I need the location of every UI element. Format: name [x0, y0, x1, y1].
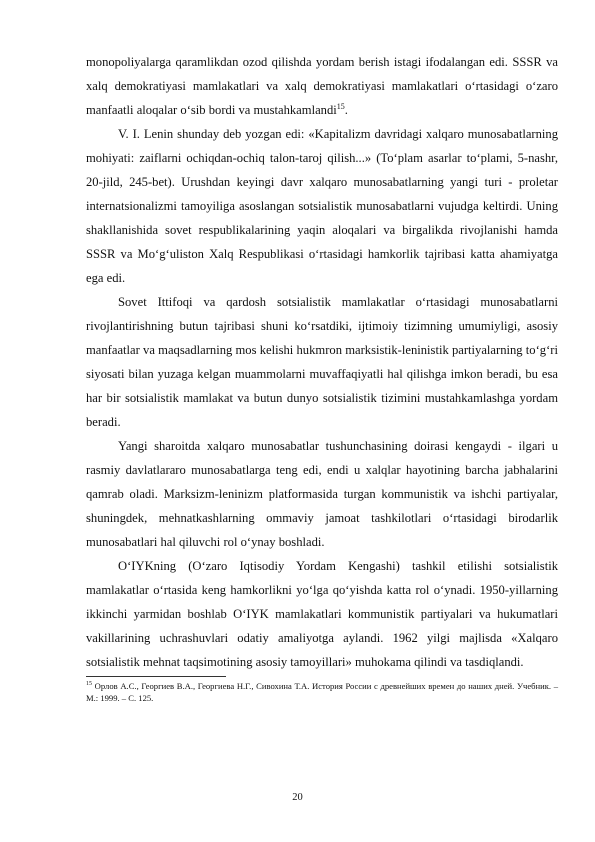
- paragraph-5: O‘IYKning (O‘zaro Iqtisodiy Yordam Kengashi) tashkil etilishi sotsialistik mamlakatlar o‘rtasida keng hamkorlikni yo‘lga qo‘yishda katta rol o‘ynadi. 1950-yillarning ikkinchi yarmidan boshlab O‘IYK mamlakatlari kommunistik partiyalari va hukumatlari vakillarining uchrashuvlari odatiy amaliyotga aylandi. 1962 yilgi majlisda «Xalqaro sotsialistik mehnat taqsimotining asosiy tamoyillari» muhokama qilindi va tasdiqlandi.: [86, 559, 558, 669]
- paragraph-3: Sovet Ittifoqi va qardosh sotsialistik mamlakatlar o‘rtasidagi munosabatlarni rivojlantirishning butun tajribasi shuni ko‘rsatdiki, ijtimoiy tizimning umumiyligi, asosiy manfaatlar va maqsadlarning mos kelishi hukmron marksistik-leninistik partiyalarning to‘g‘ri siyosati bilan yuzaga kelgan muammolarni muvaffaqiyatli hal qilishga imkon beradi, bu esa har bir sotsialistik mamlakat va butun dunyo sotsialistik tizimini mustahkamlashga yordam beradi.: [86, 295, 558, 429]
- paragraph-4: Yangi sharoitda xalqaro munosabatlar tushunchasining doirasi kengaydi - ilgari u rasmiy davlatlararo munosabatlarga teng edi, endi u xalqlar hayotining barcha jabhalarini qamrab oladi. Marksizm-leninizm platformasida turgan kommunistik va ishchi partiyalar, shuningdek, mehnatkashlarning ommaviy jamoat tashkilotlari o‘rtasidagi birodarlik munosabatlari hal qiluvchi rol o‘ynay boshladi.: [86, 439, 558, 549]
- paragraph-2: V. I. Lenin shunday deb yozgan edi: «Kapitalizm davridagi xalqaro munosabatlarning mohiyati: zaiflarni ochiqdan-ochiq talon-taroj qilish...» (To‘plam asarlar to‘plami, 5-nashr, 20-jild, 245-bet). Urushdan keyingi davr xalqaro munosabatlarning yangi turi - proletar internatsionalizmi tamoyiliga asoslangan sotsialistik munosabatlarni vujudga keltirdi. Uning shakllanishida sovet respublikalarining yaqin aloqalari va birgalikda rivojlanishi hamda SSSR va Mo‘g‘uliston Xalq Respublikasi o‘rtasidagi hamkorlik tajribasi katta ahamiyatga ega edi.: [86, 127, 558, 285]
- footnote: [86, 680, 558, 704]
- document-page: [86, 50, 558, 704]
- footnote-number: 15: [86, 681, 92, 688]
- footnote-reference[interactable]: 15: [336, 101, 345, 111]
- footnote-text: Орлов А.С., Георгиев В.А., Георгиева Н.Г., Сивохина Т.А. История России с древнейших времен до наших дней. Учебник. – М.: 1999. – С. 125.: [86, 681, 559, 703]
- page-number: 20: [292, 792, 303, 803]
- paragraph-1: [86, 50, 558, 122]
- footnote-divider: [86, 676, 226, 677]
- paragraph-1-text: monopoliyalarga qaramlikdan ozod qilishda yordam berish istagi ifodalangan edi. SSSR va xalq demokratiyasi mamlakatlari va xalq demokratiyasi mamlakatlari o‘rtasidagi o‘zaro manfaatli aloqalar o‘sib bordi va mustahkamlandi: [86, 55, 558, 117]
- paragraph-1-tail: .: [344, 103, 348, 117]
